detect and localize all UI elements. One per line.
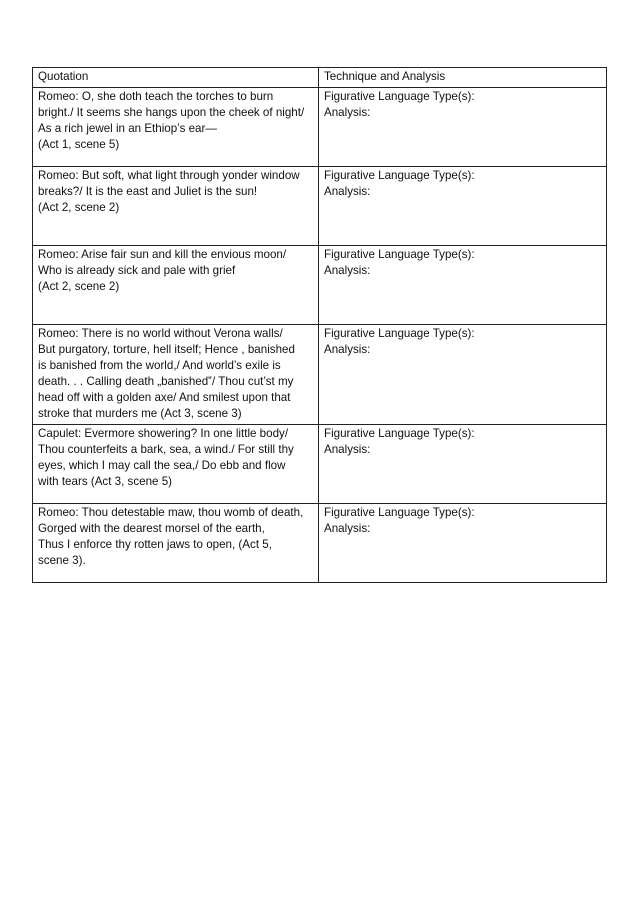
- figurative-language-table: [32, 67, 607, 583]
- analysis-block: [324, 247, 602, 279]
- figurative-type-label: Figurative Language Type(s):: [324, 90, 475, 103]
- quote-cell: [33, 167, 319, 246]
- analysis-cell: [319, 246, 607, 325]
- quote-cell: [33, 425, 319, 504]
- header-technique-analysis: Technique and Analysis: [319, 68, 607, 88]
- analysis-label: Analysis:: [324, 343, 371, 356]
- analysis-cell: [319, 167, 607, 246]
- table-row: [33, 504, 607, 583]
- figurative-type-label: Figurative Language Type(s):: [324, 506, 475, 519]
- analysis-label: Analysis:: [324, 264, 371, 277]
- figurative-type-label: Figurative Language Type(s):: [324, 169, 475, 182]
- analysis-block: [324, 89, 602, 121]
- quote-cell: [33, 246, 319, 325]
- figurative-type-label: Figurative Language Type(s):: [324, 427, 475, 440]
- quote-text: Capulet: Evermore showering? In one little body/ Thou counterfeits a bark, sea, a wind./ For still thy eyes, which I may call the sea,/ Do ebb and flow with tears (Act 3, scene 5): [38, 427, 294, 488]
- analysis-cell: [319, 325, 607, 425]
- quote-cell: [33, 325, 319, 425]
- table-row: [33, 167, 607, 246]
- figurative-type-label: Figurative Language Type(s):: [324, 327, 475, 340]
- quote-cell: [33, 88, 319, 167]
- table-header-row: [33, 68, 607, 88]
- analysis-label: Analysis:: [324, 106, 371, 119]
- quote-text: Romeo: Arise fair sun and kill the envious moon/ Who is already sick and pale with grief (Act 2, scene 2): [38, 248, 287, 293]
- table-row: [33, 246, 607, 325]
- analysis-block: [324, 426, 602, 458]
- analysis-cell: [319, 504, 607, 583]
- quote-text: Romeo: There is no world without Verona walls/ But purgatory, torture, hell itself; Hence , banished is banished from the world,/ And world’s exile is death. . . Calling death „banished‟/ Thou cut’st my head off with a golden axe/ And smilest upon that stroke that murders me (Act 3, scene 3): [38, 327, 295, 420]
- figurative-type-label: Figurative Language Type(s):: [324, 248, 475, 261]
- analysis-cell: [319, 88, 607, 167]
- quote-text: Romeo: Thou detestable maw, thou womb of death, Gorged with the dearest morsel of the earth, Thus I enforce thy rotten jaws to open, (Act 5, scene 3).: [38, 506, 304, 567]
- analysis-label: Analysis:: [324, 185, 371, 198]
- analysis-label: Analysis:: [324, 443, 371, 456]
- quote-text: Romeo: O, she doth teach the torches to burn bright./ It seems she hangs upon the cheek of night/ As a rich jewel in an Ethiop’s ear— (Act 1, scene 5): [38, 90, 305, 151]
- analysis-label: Analysis:: [324, 522, 371, 535]
- analysis-block: [324, 326, 602, 358]
- analysis-block: [324, 168, 602, 200]
- table-row: [33, 425, 607, 504]
- quote-text: Romeo: But soft, what light through yonder window breaks?/ It is the east and Juliet is the sun! (Act 2, scene 2): [38, 169, 300, 214]
- analysis-block: [324, 505, 602, 537]
- quote-cell: [33, 504, 319, 583]
- table-row: [33, 325, 607, 425]
- header-quotation: Quotation: [33, 68, 319, 88]
- analysis-cell: [319, 425, 607, 504]
- table-row: [33, 88, 607, 167]
